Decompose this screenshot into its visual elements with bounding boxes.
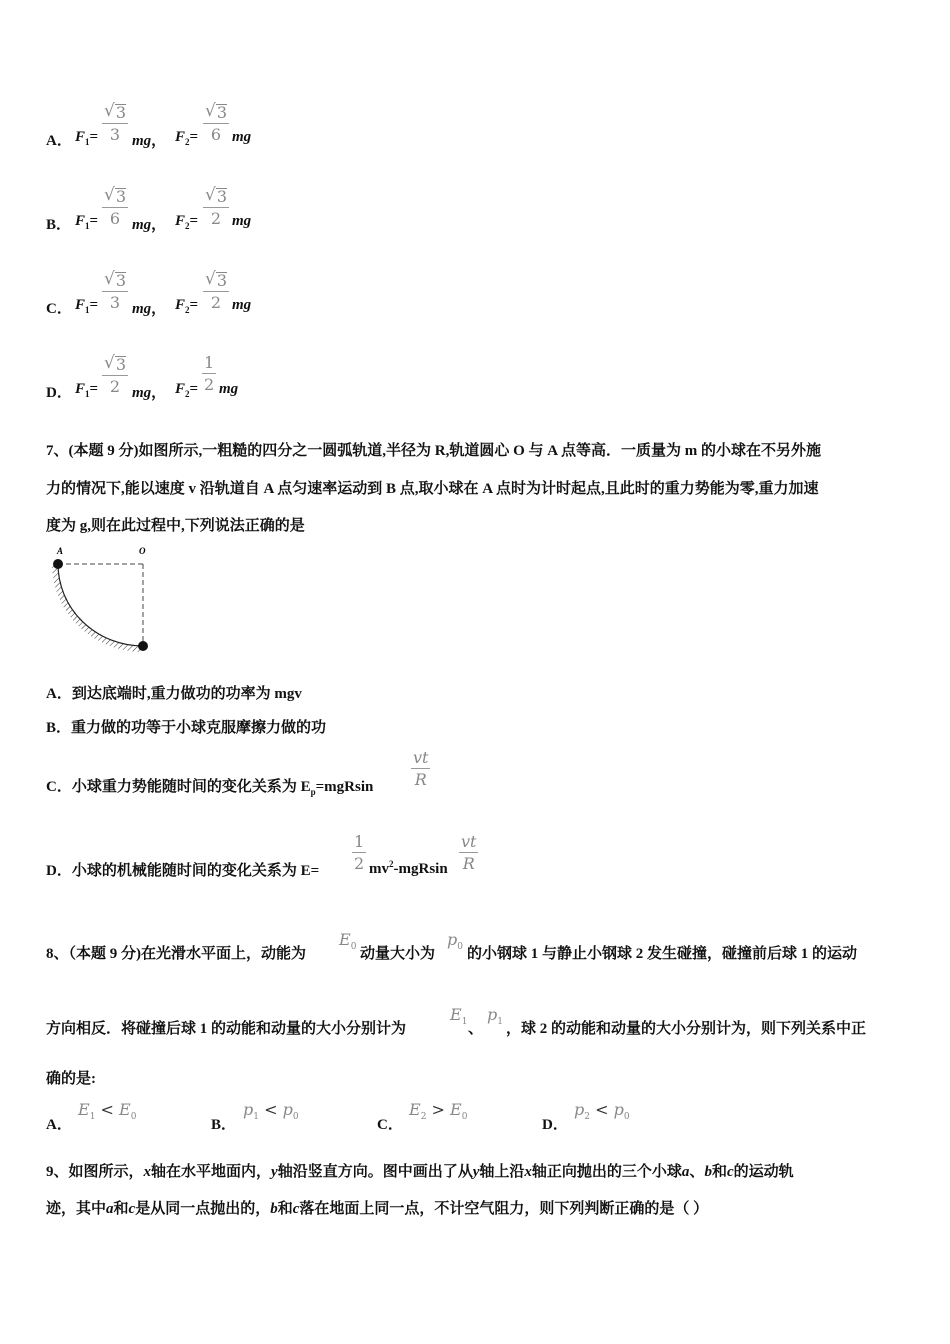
f2-mg: mg	[219, 381, 239, 397]
q7-d-post: -mgRsin	[393, 861, 448, 877]
f1-label: $F_1=$	[75, 129, 99, 147]
q7-c-post: =mgRsin	[315, 779, 374, 795]
q7-d-den: R	[462, 854, 475, 873]
f1-mg: mg，	[132, 217, 167, 233]
f2-label: $F_2=$	[175, 381, 199, 399]
f2-label: $F_2=$	[175, 297, 199, 315]
f1-fraction: √ 3 2	[104, 353, 127, 396]
q9-line-1: 9、如图所示，x轴在水平地面内，y轴沿竖直方向。图中画出了从y轴上沿x轴正向抛出的三个小球a、b和c的运动轨	[46, 1164, 794, 1180]
f1-label: $F_1=$	[75, 297, 99, 315]
option-relation: $p_2 < p_0$	[574, 1100, 630, 1123]
q8-e0: $E_0$	[339, 930, 357, 953]
f1-label: $F_1=$	[75, 381, 99, 399]
q7-line-1: 7、(本题 9 分)如图所示,一粗糙的四分之一圆弧轨道,半径为 R,轨道圆心 O 与 A 点等高．一质量为 m 的小球在不另外施	[46, 443, 821, 459]
q8-line-2a: 方向相反．将碰撞后球 1 的动能和动量的大小分别计为	[46, 1021, 407, 1037]
option-letter: C．	[377, 1117, 403, 1133]
f2-fraction: √ 3 2	[205, 185, 228, 228]
ball-at-b	[138, 641, 148, 651]
f1-fraction: √ 3 6	[104, 185, 127, 228]
f1-fraction: √ 3 3	[104, 269, 127, 312]
q8-line-1a: 8、（本题 9 分)在光滑水平面上，动能为	[46, 946, 306, 962]
q7-d-num: vt	[461, 832, 477, 851]
option-letter: A．	[46, 133, 72, 149]
q7-d-half-num: 1	[354, 832, 365, 851]
q7-c-num: vt	[413, 748, 429, 767]
q7-line-3: 度为 g,则在此过程中,下列说法正确的是	[46, 518, 305, 534]
f1-label: $F_1=$	[75, 213, 99, 231]
f1-mg: mg，	[132, 133, 167, 149]
q7-option-b: B．重力做的功等于小球克服摩擦力做的功	[46, 720, 327, 736]
q8-sep: 、	[468, 1021, 484, 1037]
label-a: A	[57, 546, 64, 556]
option-letter: B．	[211, 1117, 237, 1133]
f2-label: $F_2=$	[175, 213, 199, 231]
q8-e1: $E_1$	[450, 1005, 468, 1028]
option-letter: C．	[46, 301, 72, 317]
q8-p0: $p_0$	[447, 930, 463, 953]
f2-mg: mg	[232, 213, 252, 229]
q7-d-text: D．小球的机械能随时间的变化关系为 E=	[46, 863, 320, 879]
option-letter: D．	[46, 385, 72, 401]
option-letter: B．	[46, 217, 72, 233]
q7-d-mid: mv	[369, 861, 389, 877]
option-letter: D．	[542, 1117, 568, 1133]
f2-fraction: √ 3 6	[205, 101, 228, 144]
option-relation: $E_1 < E_0$	[78, 1100, 137, 1123]
q8-p1: $p_1$	[487, 1005, 503, 1028]
option-relation: $p_1 < p_0$	[243, 1100, 299, 1123]
q8-line-2b: ，球 2 的动能和动量的大小分别计为，则下列关系中正	[506, 1021, 867, 1037]
q7-d-half	[352, 834, 366, 872]
label-o: O	[139, 546, 146, 556]
f1-fraction: √ 3 3	[104, 101, 127, 144]
q7-d-sup: 2	[389, 859, 394, 869]
q9-line-2: 迹，其中a和c是从同一点抛出的，b和c落在地面上同一点，不计空气阻力，则下列判断正确的是（ ）	[46, 1201, 709, 1217]
q7-option-d-rest	[369, 859, 448, 878]
f1-mg: mg，	[132, 385, 167, 401]
option-relation: $E_2 > E_0$	[409, 1100, 468, 1123]
f2-mg: mg	[232, 129, 252, 145]
f1-mg: mg，	[132, 301, 167, 317]
q7-d-half-den: 2	[354, 854, 365, 873]
ball-at-a	[53, 559, 63, 569]
option-letter: A．	[46, 1117, 72, 1133]
f2-fraction: √ 3 2	[205, 269, 228, 312]
q7-d-fraction	[459, 834, 478, 872]
f2-label: $F_2=$	[175, 129, 199, 147]
q7-c-fraction	[411, 750, 430, 788]
q7-line-2: 力的情况下,能以速度 v 沿轨道自 A 点匀速率运动到 B 点,取小球在 A 点时为计时起点,且此时的重力势能为零,重力加速	[46, 481, 819, 497]
q7-option-c	[46, 775, 373, 797]
q7-option-a: A．到达底端时,重力做功的功率为 mgv	[46, 686, 302, 702]
q8-line-1c: 的小钢球 1 与静止小钢球 2 发生碰撞，碰撞前后球 1 的运动	[467, 946, 858, 962]
q8-line-3: 确的是:	[46, 1071, 96, 1087]
q7-c-text: C．小球重力势能随时间的变化关系为 E	[46, 779, 311, 795]
f2-mg: mg	[232, 297, 252, 313]
arc-track	[58, 564, 143, 646]
q7-c-sub: p	[310, 787, 316, 797]
q7-option-d	[46, 859, 319, 880]
quarter-arc-track-figure	[40, 540, 160, 665]
track-hatching	[52, 564, 143, 652]
q8-line-1b: 动量大小为	[360, 946, 436, 962]
f2-fraction: 1 2	[204, 353, 215, 394]
q7-c-den: R	[414, 770, 427, 789]
